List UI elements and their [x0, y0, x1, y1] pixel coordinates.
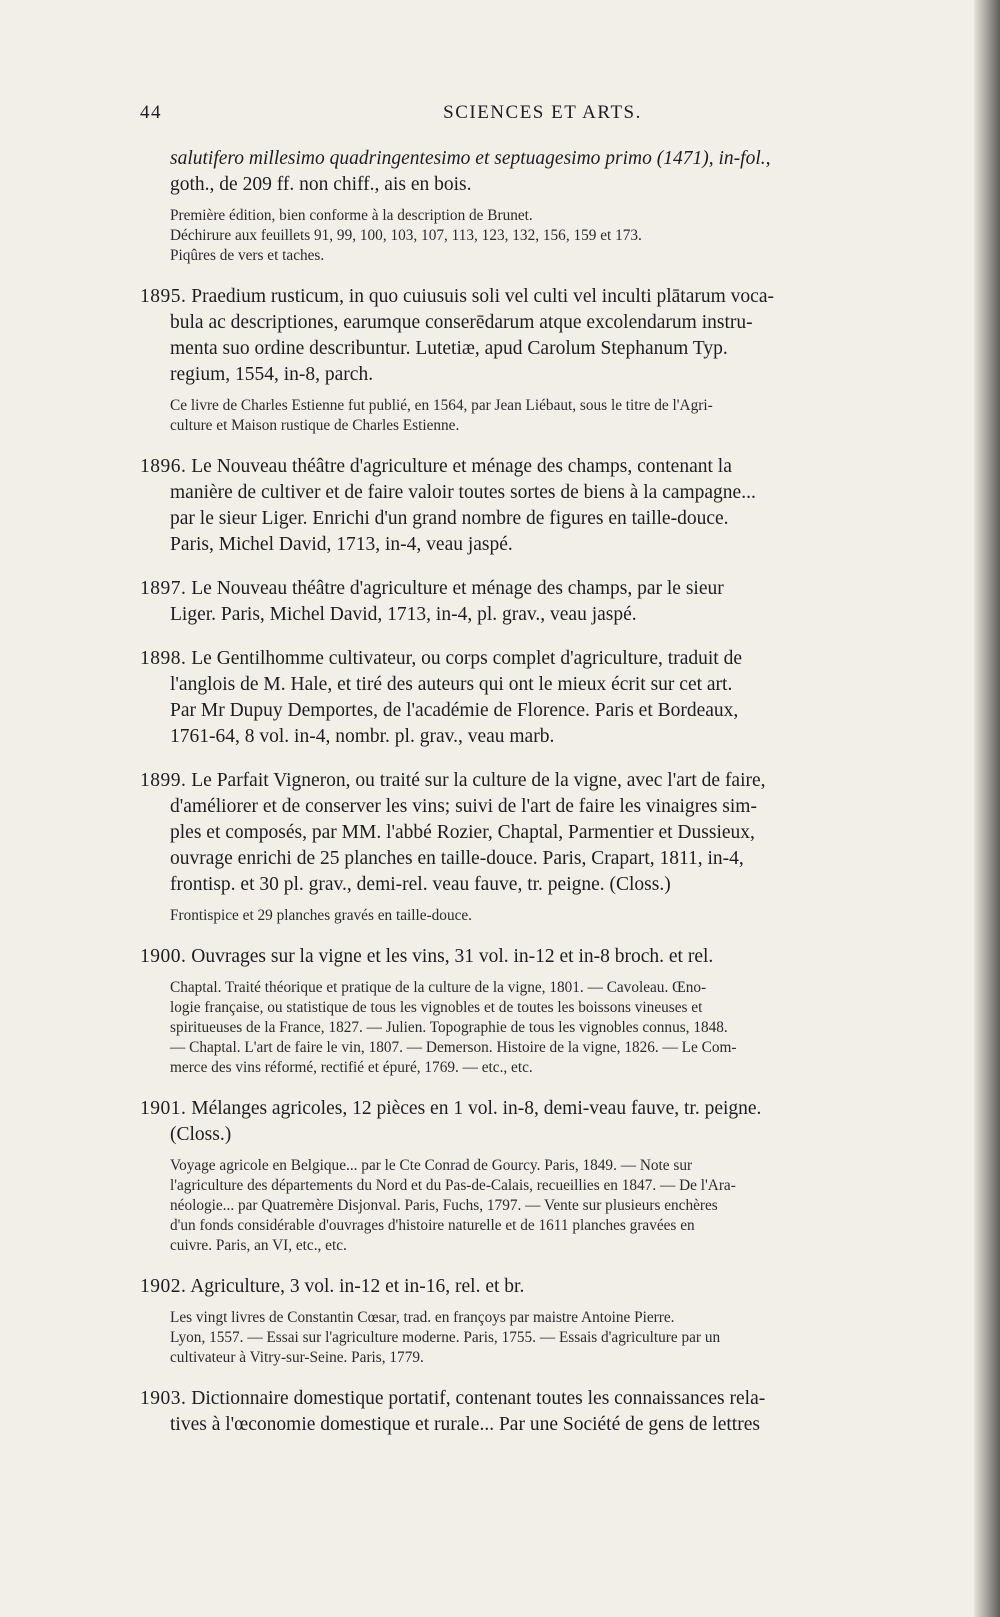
entry-line: ples et composés, par MM. l'abbé Rozier, Chaptal, Parmentier et Dussieux, — [170, 822, 755, 843]
entry-note: Les vingt livres de Constantin Cœsar, trad. en françoys par maistre Antoine Pierre. — [170, 1309, 675, 1326]
entry-note: Lyon, 1557. — Essai sur l'agriculture moderne. Paris, 1755. — Essais d'agriculture par un — [170, 1329, 721, 1346]
entry-line: 1898. Le Gentilhomme cultivateur, ou corps complet d'agriculture, traduit de — [140, 648, 742, 669]
entry-continuation — [140, 146, 945, 266]
entry-note: Frontispice et 29 planches gravés en taille-douce. — [170, 907, 473, 924]
entry-note: Déchirure aux feuillets 91, 99, 100, 103, 107, 113, 123, 132, 156, 159 et 173. — [170, 227, 642, 244]
entry-line: goth., de 209 ff. non chiff., ais en bois. — [170, 174, 472, 195]
entry-note: culture et Maison rustique de Charles Estienne. — [170, 417, 460, 434]
entry-line: regium, 1554, in-8, parch. — [170, 364, 374, 385]
entry-note: d'un fonds considérable d'ouvrages d'histoire naturelle et de 1611 planches gravées en — [170, 1217, 695, 1234]
entry-number: 1901. — [140, 1098, 187, 1119]
entry-line: Paris, Michel David, 1713, in-4, veau jaspé. — [170, 534, 513, 555]
entry-line: 1761-64, 8 vol. in-4, nombr. pl. grav., veau marb. — [170, 726, 555, 747]
running-title: SCIENCES ET ARTS. — [443, 102, 642, 123]
entry-note: Chaptal. Traité théorique et pratique de la culture de la vigne, 1801. — Cavoleau. Œno- — [170, 979, 707, 996]
book-spine-shadow — [974, 0, 1000, 1617]
entry-note: Piqûres de vers et taches. — [170, 247, 325, 264]
entry-line: 1902. Agriculture, 3 vol. in-12 et in-16, rel. et br. — [140, 1276, 525, 1297]
entry-1898 — [140, 646, 945, 750]
entry-line: 1897. Le Nouveau théâtre d'agriculture et ménage des champs, par le sieur — [140, 578, 724, 599]
entry-1899 — [140, 768, 945, 926]
entry-note: Ce livre de Charles Estienne fut publié, en 1564, par Jean Liébaut, sous le titre de l'Agri- — [170, 397, 713, 414]
entry-note: — Chaptal. L'art de faire le vin, 1807. — Demerson. Histoire de la vigne, 1826. — Le Com- — [170, 1039, 737, 1056]
entry-1901 — [140, 1096, 945, 1256]
entry-line: Liger. Paris, Michel David, 1713, in-4, pl. grav., veau jaspé. — [170, 604, 637, 625]
entry-number: 1896. — [140, 456, 187, 477]
entry-1902 — [140, 1274, 945, 1368]
entry-number: 1897. — [140, 578, 187, 599]
entry-number: 1902. — [140, 1276, 187, 1297]
entry-note: Voyage agricole en Belgique... par le Cte Conrad de Gourcy. Paris, 1849. — Note sur — [170, 1157, 693, 1174]
entry-line: menta suo ordine describuntur. Lutetiæ, apud Carolum Stephanum Typ. — [170, 338, 728, 359]
entry-line: 1901. Mélanges agricoles, 12 pièces en 1 vol. in-8, demi-veau fauve, tr. peigne. — [140, 1098, 762, 1119]
entry-1900 — [140, 944, 945, 1078]
page-number: 44 — [140, 102, 162, 123]
entry-note: cuivre. Paris, an VI, etc., etc. — [170, 1237, 347, 1254]
entry-number: 1898. — [140, 648, 187, 669]
entry-note: l'agriculture des départements du Nord et du Pas-de-Calais, recueillies en 1847. — De l'Ara- — [170, 1177, 736, 1194]
entry-note: Première édition, bien conforme à la description de Brunet. — [170, 207, 533, 224]
entry-line: salutifero millesimo quadringentesimo et septuagesimo primo (1471), in-fol., — [170, 148, 771, 169]
entry-number: 1899. — [140, 770, 187, 791]
entry-line: l'anglois de M. Hale, et tiré des auteurs qui ont le mieux écrit sur cet art. — [170, 674, 733, 695]
entry-number: 1903. — [140, 1388, 187, 1409]
entry-line: frontisp. et 30 pl. grav., demi-rel. veau fauve, tr. peigne. (Closs.) — [170, 874, 671, 895]
entry-line: 1900. Ouvrages sur la vigne et les vins, 31 vol. in-12 et in-8 broch. et rel. — [140, 946, 714, 967]
entry-number: 1895. — [140, 286, 187, 307]
entry-line: 1899. Le Parfait Vigneron, ou traité sur la culture de la vigne, avec l'art de faire, — [140, 770, 766, 791]
entry-line: ouvrage enrichi de 25 planches en taille-douce. Paris, Crapart, 1811, in-4, — [170, 848, 744, 869]
entry-line: manière de cultiver et de faire valoir toutes sortes de biens à la campagne... — [170, 482, 756, 503]
entry-note: néologie... par Quatremère Disjonval. Paris, Fuchs, 1797. — Vente sur plusieurs enchères — [170, 1197, 718, 1214]
entry-note: merce des vins réformé, rectifié et épuré, 1769. — etc., etc. — [170, 1059, 533, 1076]
entry-number: 1900. — [140, 946, 187, 967]
entry-line: 1895. Praedium rusticum, in quo cuiusuis soli vel culti vel inculti plātarum voca- — [140, 286, 774, 307]
entry-1897 — [140, 576, 945, 628]
entry-line: d'améliorer et de conserver les vins; suivi de l'art de faire les vinaigres sim- — [170, 796, 757, 817]
entry-line: bula ac descriptiones, earumque conserēdarum atque excolendarum instru- — [170, 312, 753, 333]
entry-line: 1896. Le Nouveau théâtre d'agriculture et ménage des champs, contenant la — [140, 456, 732, 477]
entry-1903 — [140, 1386, 945, 1438]
entry-note: logie française, ou statistique de tous les vignobles et de toutes les boissons vineuses et — [170, 999, 703, 1016]
entry-line: Par Mr Dupuy Demportes, de l'académie de Florence. Paris et Bordeaux, — [170, 700, 739, 721]
entry-1896 — [140, 454, 945, 558]
entry-note: spiritueuses de la France, 1827. — Julien. Topographie de tous les vignobles connus, 1848. — [170, 1019, 728, 1036]
entry-line: 1903. Dictionnaire domestique portatif, contenant toutes les connaissances rela- — [140, 1388, 766, 1409]
entry-1895 — [140, 284, 945, 436]
entry-line: (Closs.) — [170, 1124, 232, 1145]
page-header — [140, 102, 945, 132]
entry-note: cultivateur à Vitry-sur-Seine. Paris, 1779. — [170, 1349, 424, 1366]
entry-line: par le sieur Liger. Enrichi d'un grand nombre de figures en taille-douce. — [170, 508, 729, 529]
catalogue-entries — [140, 146, 945, 1438]
entry-line: tives à l'œconomie domestique et rurale... Par une Société de gens de lettres — [170, 1414, 760, 1435]
